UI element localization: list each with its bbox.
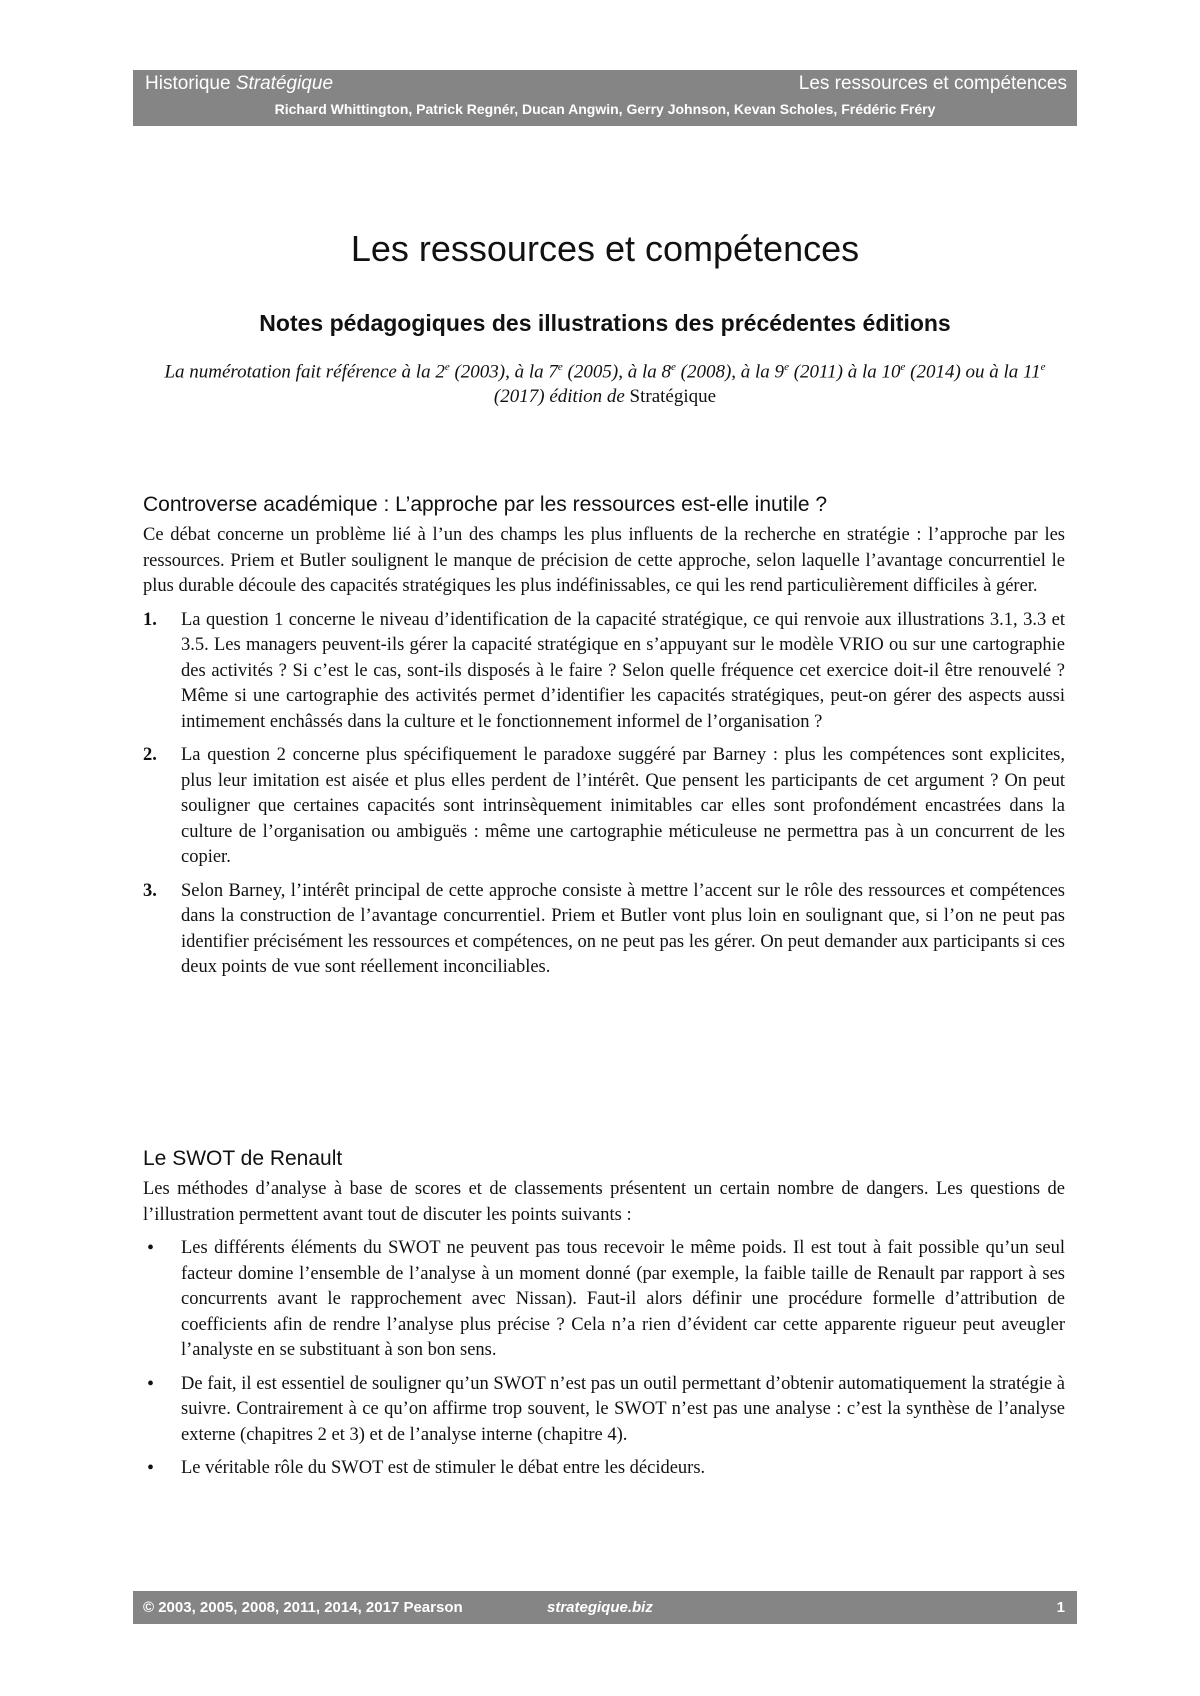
header-authors: Richard Whittington, Patrick Regnér, Ducan Angwin, Gerry Johnson, Kevan Scholes, Frédéric Fréry <box>274 101 936 117</box>
list-item-text: Le véritable rôle du SWOT est de stimuler le débat entre les décideurs. <box>181 1458 706 1478</box>
header-chapter-title: Les ressources et compétences <box>798 73 1067 94</box>
list-item-text: La question 1 concerne le niveau d’identification de la capacité stratégique, ce qui renvoie aux illustrations 3.1, 3.3 et 3.5. Les managers peuvent-ils gérer la capacité stratégique en s’appuyant sur le modèle VRIO ou sur une cartographie des activités ? Si c’est le cas, sont-ils disposés à le faire ? Selon quelle fréquence cet exercice doit-il être renouvelé ? Même si une cartographie des activités permet d’identifier les capacités stratégiques, peut-on gérer des aspects aussi intimement enchâssés dans la culture et le fonctionnement informel de l’organisation ? <box>181 609 1065 732</box>
page-header <box>133 70 1077 126</box>
section-heading: Le SWOT de Renault <box>143 1147 343 1170</box>
list-number: 1. <box>143 609 157 630</box>
bullet-icon: • <box>147 1372 155 1395</box>
edition-numbering-note: La numérotation fait référence à la 2e (2003), à la 7e (2005), à la 8e (2008), à la 9e (2011) à la 10e (2014) ou à la 11e (2017) édition de Stratégique <box>164 361 1046 408</box>
page-number: 1 <box>1056 1599 1065 1616</box>
bullet-icon: • <box>147 1457 155 1479</box>
header-book-title: Historique Stratégique <box>145 73 334 94</box>
list-item <box>143 608 1065 736</box>
list-item <box>143 879 1065 981</box>
list-item <box>143 1236 1065 1364</box>
list-item <box>143 1456 1065 1482</box>
list-item-text: Les différents éléments du SWOT ne peuvent pas tous recevoir le même poids. Il est tout à fait possible qu’un seul facteur domine l’ensemble de l’analyse à un moment donné (par exemple, la faible taille de Renault par rapport à ses concurrents avant le rapprochement avec Nissan). Faut-il alors définir une procédure formelle d’attribution de coefficients afin de rendre l’analyse plus précise ? Cela n’a rien d’évident car cette apparente rigueur peut aveugler l’analyste en se substituant à son bon sens. <box>181 1238 1065 1360</box>
list-item-text: Selon Barney, l’intérêt principal de cette approche consiste à mettre l’accent sur le rôle des ressources et compétences dans la construction de l’avantage concurrentiel. Priem et Butler vont plus loin en soulignant que, si l’on ne peut pas identifier précisément les ressources et compétences, on ne peut pas les gérer. On peut demander aux participants si ces deux points de vue sont réellement inconciliables. <box>181 880 1065 977</box>
list-item-text: La question 2 concerne plus spécifiquement le paradoxe suggéré par Barney : plus les compétences sont explicites, plus leur imitation est aisée et plus elles perdent de l’intérêt. Que pensent les participants de cet argument ? On peut souligner que certaines capacités sont intrinsèquement inimitables car elles sont profondément encastrées dans la culture de l’organisation ou ambiguës : même une cartographie méticuleuse ne permettra pas à un concurrent de les copier. <box>181 745 1065 867</box>
numbered-list <box>143 608 1065 981</box>
list-item-text: De fait, il est essentiel de souligner qu’un SWOT n’est pas un outil permettant d’obtenir automatiquement la stratégie à suivre. Contrairement à ce qu’on affirme trop souvent, le SWOT n’est pas une analyse : c’est la synthèse de l’analyse externe (chapitres 2 et 3) et de l’analyse interne (chapitre 4). <box>181 1373 1065 1445</box>
page-footer <box>133 1591 1077 1624</box>
section-intro: Les méthodes d’analyse à base de scores et de classements présentent un certain nombre de dangers. Les questions de l’illustration permettent avant tout de discuter les points suivants : <box>143 1179 1065 1225</box>
section-swot-renault <box>143 1147 1065 1490</box>
section-heading: Controverse académique : L’approche par les ressources est-elle inutile ? <box>143 493 828 516</box>
section-controverse <box>143 493 1065 989</box>
list-item <box>143 743 1065 871</box>
copyright-notice: © 2003, 2005, 2008, 2011, 2014, 2017 Pearson <box>143 1599 463 1616</box>
bullet-list <box>143 1236 1065 1482</box>
website-link[interactable]: strategique.biz <box>547 1599 653 1616</box>
page-title: Les ressources et compétences <box>350 228 860 269</box>
list-number: 2. <box>143 745 157 765</box>
list-number: 3. <box>143 880 157 901</box>
section-intro: Ce débat concerne un problème lié à l’un des champs les plus influents de la recherche en stratégie : l’approche par les ressources. Priem et Butler soulignent le manque de précision de cette approche, selon laquelle l’avantage concurrentiel le plus durable découle des capacités stratégiques les plus indéfinissables, ce qui les rend particulièrement difficiles à gérer. <box>143 525 1065 596</box>
list-item <box>143 1372 1065 1449</box>
bullet-icon: • <box>147 1237 155 1259</box>
page-subtitle: Notes pédagogiques des illustrations des précédentes éditions <box>259 310 951 336</box>
